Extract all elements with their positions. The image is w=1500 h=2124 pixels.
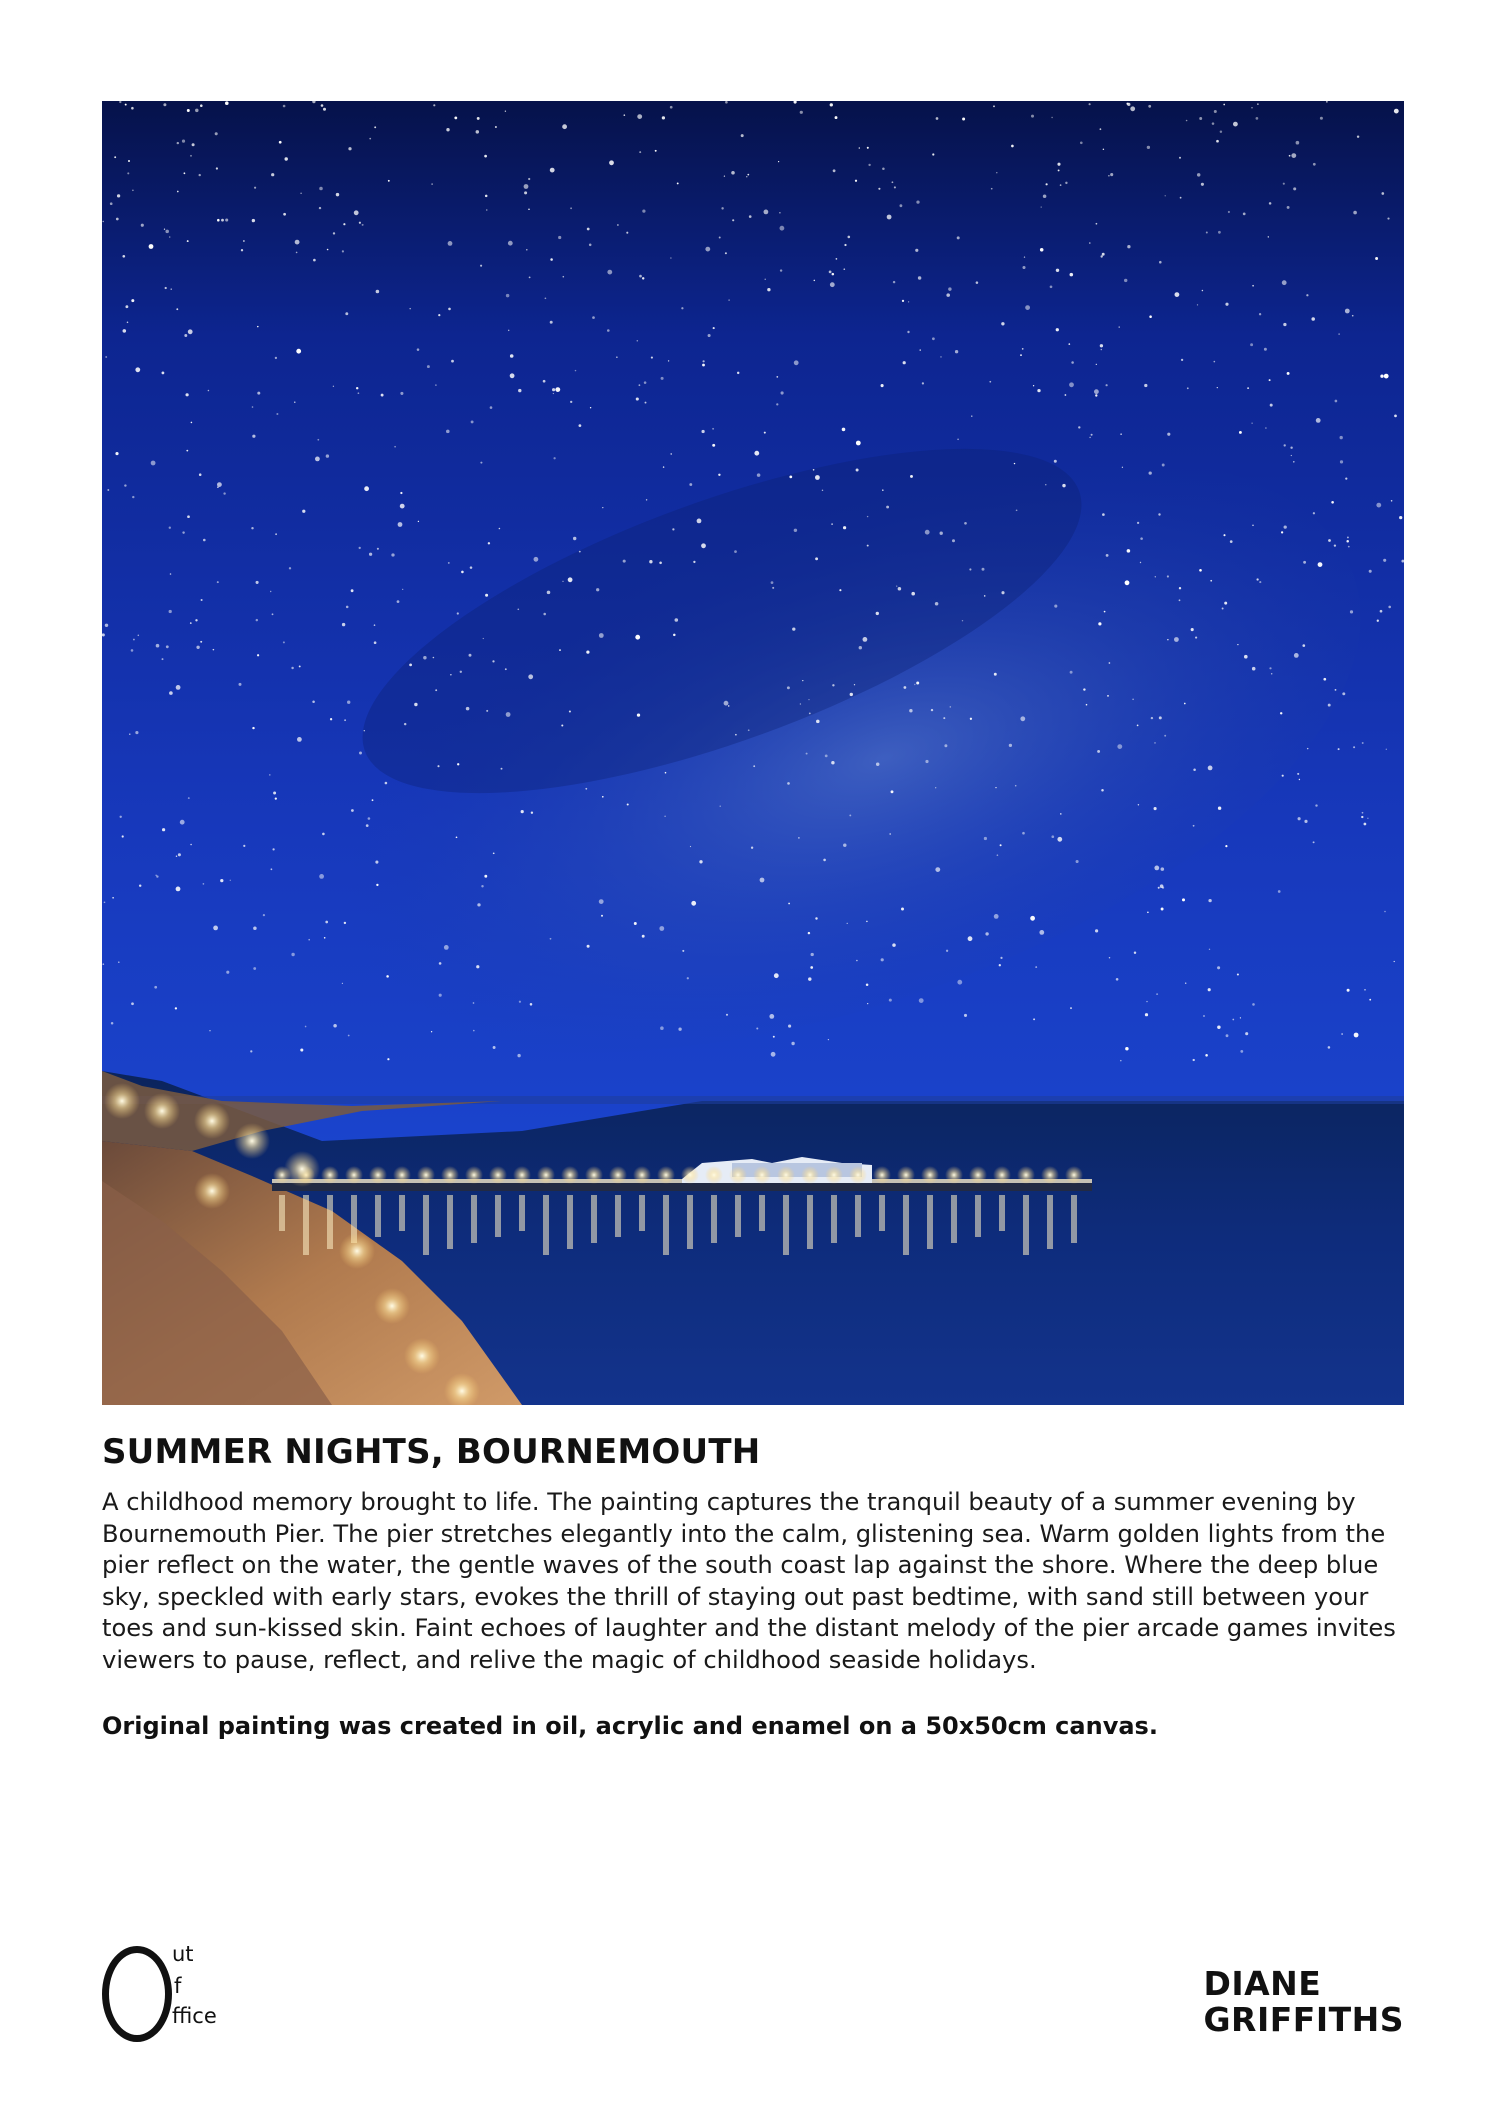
artwork-description: A childhood memory brought to life. The painting captures the tranquil beauty of a summer evening by Bournemouth Pier. The pier stretches elegantly into the calm, glistening sea. Warm golden lights from the pier reflect on the water, the gentle waves of the south coast lap against the shore. Where the deep blue sky, speckled with early stars, evokes the thrill of staying out past bedtime, with sand still between your toes and sun-kissed skin. Faint echoes of laughter and the distant melody of the pier arcade games invites viewers to pause, reflect, and relive the magic of childhood seaside holidays. <box>102 1488 1396 1674</box>
logo-word-ut: ut <box>172 1942 194 1966</box>
artwork-title: SUMMER NIGHTS, BOURNEMOUTH <box>102 1432 761 1472</box>
painting-image <box>102 101 1404 1405</box>
logo-ring-icon <box>102 1946 172 2042</box>
logo-word-f: f <box>174 1974 182 1998</box>
artist-first-name: DIANE <box>1203 1964 1322 2003</box>
out-of-office-logo <box>102 1940 252 2040</box>
artist-last-name: GRIFFITHS <box>1203 2000 1404 2039</box>
artist-name <box>1203 1966 1404 2038</box>
artwork-medium-note: Original painting was created in oil, acrylic and enamel on a 50x50cm canvas. <box>102 1712 1158 1740</box>
logo-word-ffice: ffice <box>172 2004 217 2028</box>
